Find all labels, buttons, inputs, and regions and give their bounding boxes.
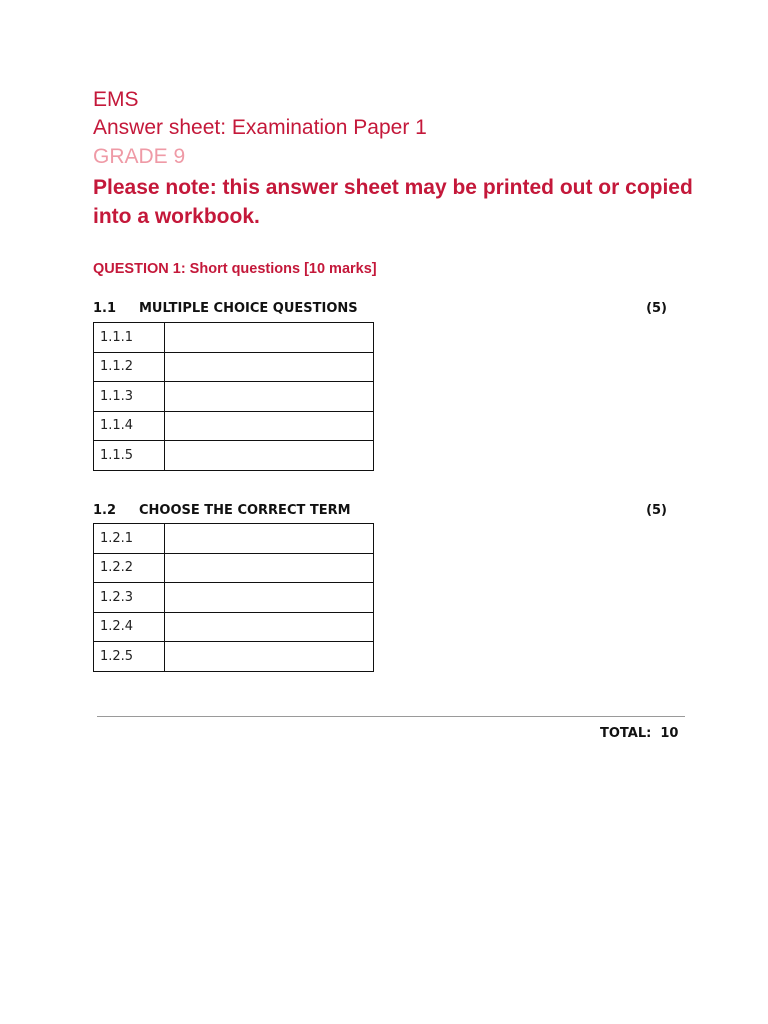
total-marks: [600, 726, 678, 741]
answer-cell[interactable]: [164, 323, 373, 353]
paper-title: Answer sheet: Examination Paper 1: [93, 116, 427, 139]
answer-cell[interactable]: [164, 553, 373, 583]
section-marks: (5): [646, 503, 667, 518]
table-row: [94, 642, 374, 672]
table-row: [94, 323, 374, 353]
table-row: [94, 441, 374, 471]
answer-cell[interactable]: [164, 352, 373, 382]
section-title: CHOOSE THE CORRECT TERM: [139, 503, 351, 518]
subject-title: EMS: [93, 88, 139, 111]
table-row: [94, 524, 374, 554]
section-title: MULTIPLE CHOICE QUESTIONS: [139, 301, 358, 316]
question-number: 1.1.4: [94, 411, 165, 441]
question-number: 1.2.3: [94, 583, 165, 613]
section-number: 1.1: [93, 301, 117, 316]
section-heading-1-1: [93, 301, 667, 319]
question-number: 1.2.4: [94, 612, 165, 642]
total-value: 10: [660, 726, 679, 741]
table-row: [94, 553, 374, 583]
answer-cell[interactable]: [164, 382, 373, 412]
table-row: [94, 583, 374, 613]
question-number: 1.2.2: [94, 553, 165, 583]
answer-cell[interactable]: [164, 583, 373, 613]
table-row: [94, 411, 374, 441]
grade-label: GRADE 9: [93, 145, 186, 168]
answer-cell[interactable]: [164, 524, 373, 554]
question-number: 1.1.3: [94, 382, 165, 412]
answer-cell[interactable]: [164, 411, 373, 441]
answer-cell[interactable]: [164, 441, 373, 471]
question-number: 1.2.5: [94, 642, 165, 672]
question-number: 1.1.1: [94, 323, 165, 353]
table-row: [94, 352, 374, 382]
answer-table-1-2: [93, 523, 374, 672]
question-heading: QUESTION 1: Short questions [10 marks]: [93, 261, 377, 277]
section-heading-1-2: [93, 503, 667, 521]
table-row: [94, 382, 374, 412]
answer-cell[interactable]: [164, 612, 373, 642]
question-number: 1.1.2: [94, 352, 165, 382]
total-label: TOTAL:: [600, 726, 652, 741]
table-row: [94, 612, 374, 642]
divider-line: [97, 716, 685, 717]
answer-cell[interactable]: [164, 642, 373, 672]
question-number: 1.1.5: [94, 441, 165, 471]
print-note: Please note: this answer sheet may be printed out or copied into a workbook.: [93, 176, 693, 228]
section-marks: (5): [646, 301, 667, 316]
section-number: 1.2: [93, 503, 117, 518]
question-number: 1.2.1: [94, 524, 165, 554]
answer-table-1-1: [93, 322, 374, 471]
